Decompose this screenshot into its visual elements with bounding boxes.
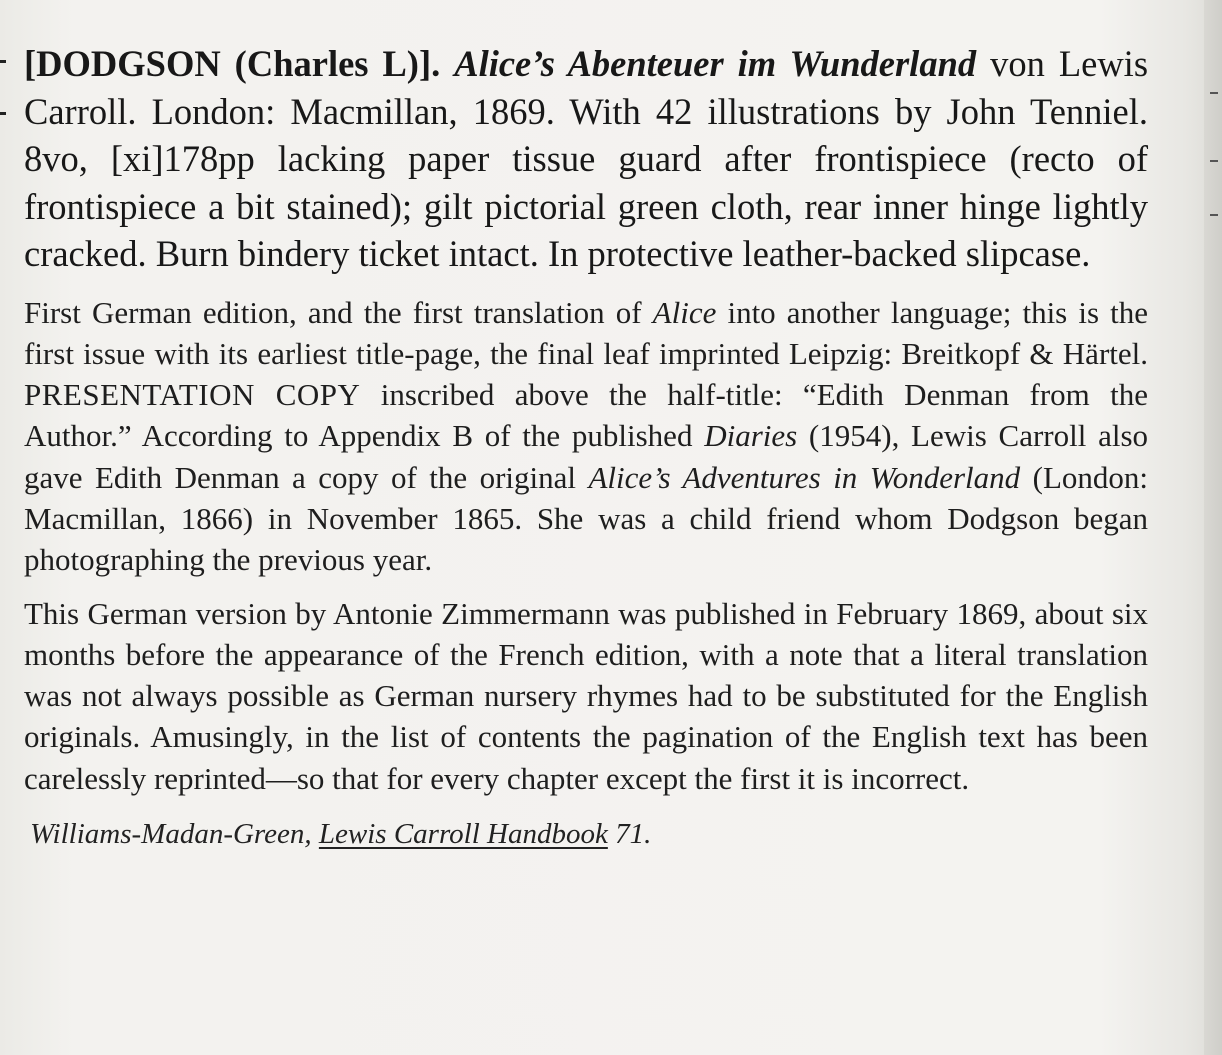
note-text: (London: Macmillan, 1866) in November 1865. She was a child friend whom Dodgson began photographing the previous year. xyxy=(24,459,1148,578)
citation-work: Lewis Carroll Handbook xyxy=(318,818,608,851)
note-text: inscribed above the half-title: “Edith Denman from the Author.” According to Appendix B of the published xyxy=(24,377,1149,454)
citation-ref: 71. xyxy=(615,818,652,851)
entry-description: von Lewis Carroll. London: Macmillan, 1869. With 42 illustrations by John Tenniel. 8vo, [xi]178pp lacking paper tissue guard after frontispiece (recto of frontispiece a bit stained); gilt pictorial green cloth, rear inner hinge lightly cracked. Burn bindery ticket intact. In protective leather-backed slipcase. xyxy=(24,43,1149,274)
catalogue-entry xyxy=(24,40,1148,853)
presentation-copy-label: PRESENTATION COPY xyxy=(24,377,361,413)
entry-note-2: This German version by Antonie Zimmermann was published in February 1869, about six months before the appearance of the French edition, with a note that a literal translation was not always possible as German nursery rhymes had to be substituted for the English originals. Amusingly, in the list of contents the pagination of the English text has been carelessly reprinted—so that for every chapter except the first it is incorrect. xyxy=(24,595,1148,796)
note-text: First German edition, and the first translation of xyxy=(24,294,642,330)
note-text: into another language; this is the first issue with its earliest title-page, the final leaf imprinted Leipzig: Breitkopf & Härtel. xyxy=(24,294,1149,371)
note-text: (1954), Lewis Carroll also gave Edith Denman a copy of the original xyxy=(24,418,1149,495)
citation-authors: Williams-Madan-Green, xyxy=(30,818,312,851)
gutter-mark xyxy=(1210,214,1218,216)
entry-note-1 xyxy=(24,292,1148,581)
entry-author: [DODGSON (Charles L)]. xyxy=(24,43,441,84)
gutter-mark xyxy=(1210,92,1218,94)
gutter-mark xyxy=(1210,160,1218,162)
note-italic: Diaries xyxy=(704,418,798,454)
entry-citation xyxy=(30,815,1148,853)
margin-mark xyxy=(0,112,6,115)
margin-mark xyxy=(0,60,6,63)
entry-title: Alice’s Abenteuer im Wunderland xyxy=(454,43,977,84)
entry-heading xyxy=(24,40,1148,278)
note-italic: Alice’s Adventures in Wonderland xyxy=(588,459,1021,495)
page-gutter xyxy=(1204,0,1222,1055)
note-italic: Alice xyxy=(652,294,717,330)
